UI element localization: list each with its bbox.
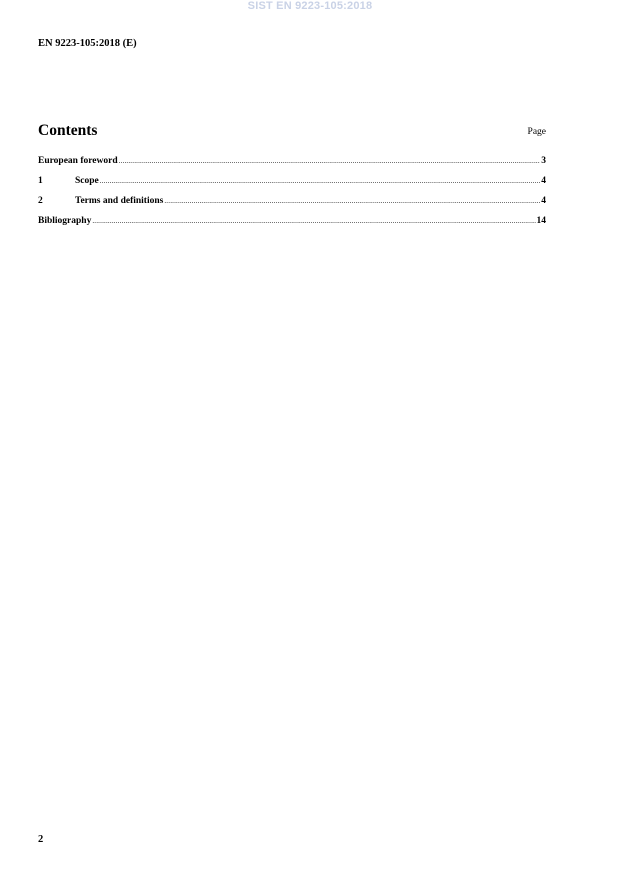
- toc-entry-page: 14: [536, 216, 546, 226]
- toc-entry-page: 4: [541, 196, 546, 206]
- table-of-contents: [38, 156, 546, 236]
- toc-entry-page: 3: [541, 156, 546, 166]
- toc-entry-number: 1: [38, 176, 43, 186]
- toc-entry-european-foreword[interactable]: [38, 156, 546, 176]
- toc-dot-leader: [100, 177, 541, 185]
- toc-entry-bibliography[interactable]: [38, 216, 546, 236]
- watermark-text: SIST EN 9223-105:2018: [247, 0, 373, 12]
- toc-entry-number: 2: [38, 196, 43, 206]
- document-identifier: EN 9223-105:2018 (E): [38, 38, 137, 49]
- page-number: 2: [38, 834, 44, 845]
- toc-dot-leader: [119, 157, 541, 165]
- toc-entry-terms-and-definitions[interactable]: [38, 196, 546, 216]
- toc-dot-leader: [92, 217, 535, 225]
- page-column-heading: Page: [527, 127, 546, 137]
- toc-dot-leader: [164, 197, 540, 205]
- toc-entry-scope[interactable]: [38, 176, 546, 196]
- contents-heading: Contents: [38, 122, 98, 139]
- toc-entry-title: Bibliography: [38, 216, 92, 226]
- toc-entry-title: Scope: [75, 176, 99, 186]
- toc-entry-page: 4: [541, 176, 546, 186]
- toc-entry-title: European foreword: [38, 156, 118, 166]
- toc-entry-title: Terms and definitions: [75, 196, 164, 206]
